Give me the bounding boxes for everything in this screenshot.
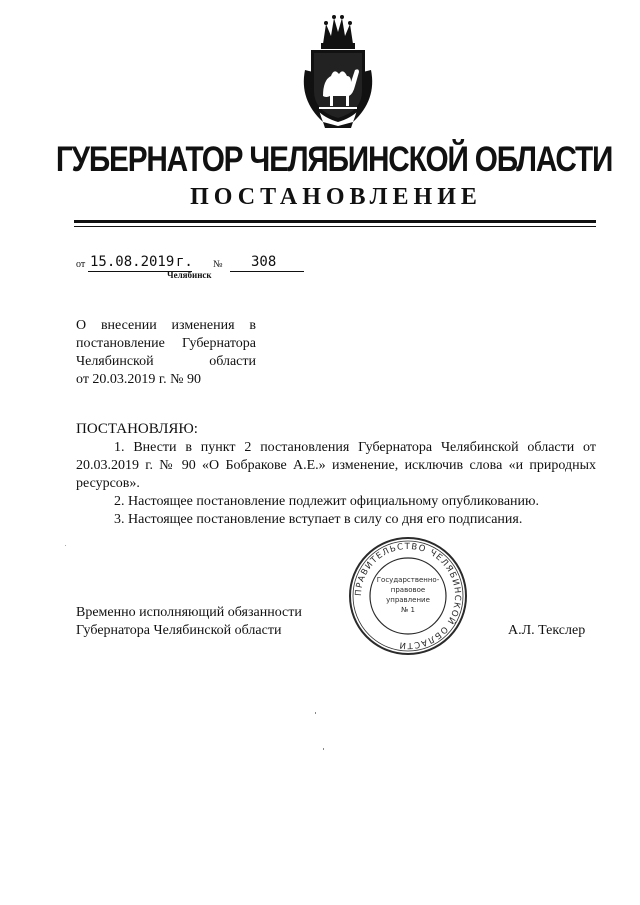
scan-speck bbox=[65, 545, 66, 546]
document-type-title: ПОСТАНОВЛЕНИЕ bbox=[190, 184, 482, 210]
header-rule-thick bbox=[74, 220, 596, 223]
seal-inner-line-2: правовое bbox=[390, 586, 426, 594]
from-label: от bbox=[76, 259, 86, 270]
document-number: 308 bbox=[251, 254, 277, 270]
document-subject bbox=[76, 317, 256, 389]
city-label: Челябинск bbox=[167, 270, 212, 280]
signatory-name: А.Л. Текслер bbox=[508, 623, 586, 638]
coat-of-arms-emblem bbox=[293, 10, 383, 130]
signatory-position bbox=[76, 604, 302, 640]
number-underline bbox=[230, 271, 304, 272]
header-rule-thin bbox=[74, 226, 596, 227]
signatory-position-line-1: Временно исполняющий обязанности bbox=[76, 605, 302, 620]
decree-item-1: 1. Внести в пункт 2 постановления Губернатора Челябинской области от 20.03.2019 г. № 90 «О Бобракове А.Е.» изменение, исключив слова «и природных ресурсов». bbox=[76, 440, 596, 491]
document-body bbox=[76, 420, 596, 529]
scan-speck bbox=[315, 712, 316, 714]
decree-word: ПОСТАНОВЛЯЮ: bbox=[76, 421, 198, 437]
document-date: 15.08.2019 bbox=[90, 254, 175, 270]
year-suffix: г. bbox=[176, 254, 193, 270]
seal-inner-line-4: № 1 bbox=[401, 606, 415, 614]
subject-line-1: О внесении изменения в bbox=[76, 318, 256, 333]
seal-inner-line-1: Государственно- bbox=[376, 576, 440, 584]
decree-item-3: 3. Настоящее постановление вступает в силу со дня его подписания. bbox=[114, 512, 523, 527]
signatory-position-line-2: Губернатора Челябинской области bbox=[76, 623, 282, 638]
scan-speck bbox=[323, 748, 324, 750]
decree-item-2: 2. Настоящее постановление подлежит официальному опубликованию. bbox=[114, 494, 539, 509]
subject-line-3: Челябинской области bbox=[76, 354, 256, 369]
seal-inner-line-3: управление bbox=[386, 596, 430, 604]
subject-line-4: от 20.03.2019 г. № 90 bbox=[76, 372, 201, 387]
seal-outer-text: ПРАВИТЕЛЬСТВО ЧЕЛЯБИНСКОЙ ОБЛАСТИ bbox=[353, 541, 463, 651]
official-seal bbox=[347, 535, 469, 657]
organization-title: ГУБЕРНАТОР ЧЕЛЯБИНСКОЙ ОБЛАСТИ bbox=[55, 140, 613, 179]
subject-line-2: постановление Губернатора bbox=[76, 336, 256, 351]
number-label: № bbox=[213, 259, 223, 270]
